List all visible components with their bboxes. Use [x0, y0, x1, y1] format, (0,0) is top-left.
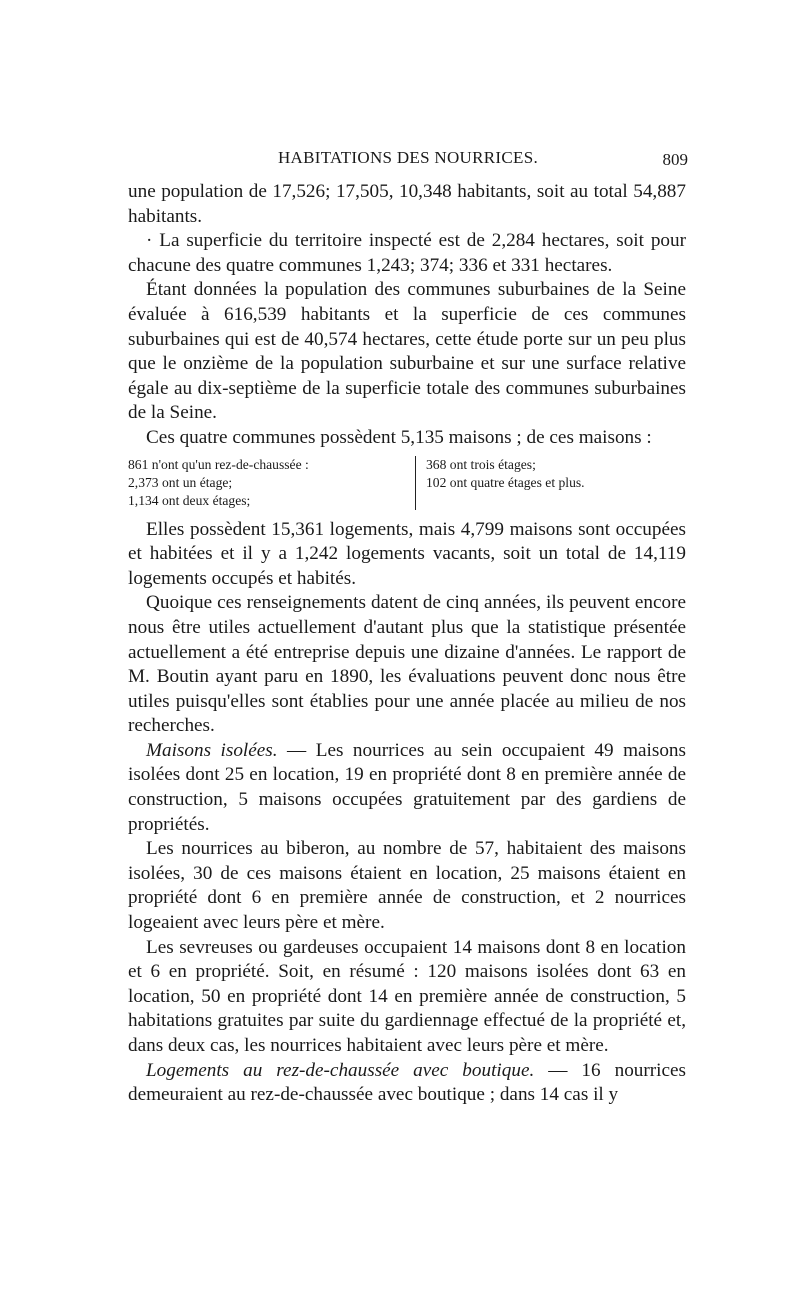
house-table-row: 2,373 ont un étage; [128, 474, 233, 490]
section-heading-maisons-isolees: Maisons isolées. [146, 739, 278, 761]
paragraph-maisons-intro: Ces quatre communes possèdent 5,135 maisons ; de ces maisons : [146, 426, 652, 448]
paragraph-logements: Elles possèdent 15,361 logements, mais 4,799 maisons sont occupées et habitées et il y a 1,242 logements vacants, soit un total de 14,119 logements occupés et habités. [128, 518, 686, 589]
paragraph-renseignements: Quoique ces renseignements datent de cinq années, ils peuvent encore nous être utiles actuellement d'autant plus que la statistique présentée actuellement a été entreprise depuis une dizaine d'années. Le rapport de M. Boutin ayant paru en 1890, les évaluations peuvent donc nous être utiles puisqu'elles sont établies pour une année placée au milieu de nos recherches. [128, 592, 686, 737]
house-floors-table [128, 456, 686, 510]
paragraph-logements-boutique [128, 1059, 686, 1108]
house-table-row: 861 n'ont qu'un rez-de-chaussée : [128, 456, 309, 472]
house-table-row: 1,134 ont deux étages; [128, 492, 251, 508]
paragraph-text: — 16 nourrices demeuraient au rez-de-chaussée avec boutique ; dans 14 cas il y [128, 1059, 686, 1106]
paragraph-text: — Les nourrices au sein occupaient 49 maisons isolées dont 25 en location, 19 en propriété dont 8 en première année de construction, 5 maisons occupées gratuitement par des gardiens de propriétés. [128, 739, 686, 835]
paragraph-maisons-isolees [128, 739, 686, 837]
house-table-right-column [426, 456, 686, 510]
page-body [128, 180, 686, 1108]
paragraph-superficie: · La superficie du territoire inspecté est de 2,284 hectares, soit pour chacune des quatre communes 1,243; 374; 336 et 331 hectares. [128, 230, 686, 276]
page-header [128, 148, 688, 172]
running-title: HABITATIONS DES NOURRICES. [277, 148, 539, 167]
paragraph-nourrices-biberon: Les nourrices au biberon, au nombre de 57, habitaient des maisons isolées, 30 de ces maisons étaient en location, 25 maisons étaient en propriété dont 6 en première année de construction, et 2 nourrices logeaient avec leurs père et mère. [128, 838, 686, 934]
house-table-row: 102 ont quatre étages et plus. [426, 474, 585, 490]
paragraph-population: une population de 17,526; 17,505, 10,348 habitants, soit au total 54,887 habitants. [128, 181, 686, 227]
paragraph-sevreuses: Les sevreuses ou gardeuses occupaient 14 maisons dont 8 en location et 6 en propriété. Soit, en résumé : 120 maisons isolées dont 63 en location, 50 en propriété dont 14 en première année de construction, 5 habitations gratuites par suite du gardiennage effectué de la propriété et, dans deux cas, les nourrices habitaient avec leurs père et mère. [128, 936, 686, 1056]
house-table-row: 368 ont trois étages; [426, 456, 536, 472]
column-divider [415, 456, 416, 510]
section-heading-logements-boutique: Logements au rez-de-chaussée avec boutique. [146, 1059, 535, 1081]
page-number: 809 [662, 150, 688, 169]
house-table-left-column [128, 456, 415, 510]
paragraph-population-seine: Étant données la population des communes suburbaines de la Seine évaluée à 616,539 habitants et la superficie de ces communes suburbaines qui est de 40,574 hectares, cette étude porte sur un peu plus que le onzième de la population suburbaine et sur une surface relative égale au dix-septième de la superficie totale des communes suburbaines de la Seine. [128, 279, 686, 424]
